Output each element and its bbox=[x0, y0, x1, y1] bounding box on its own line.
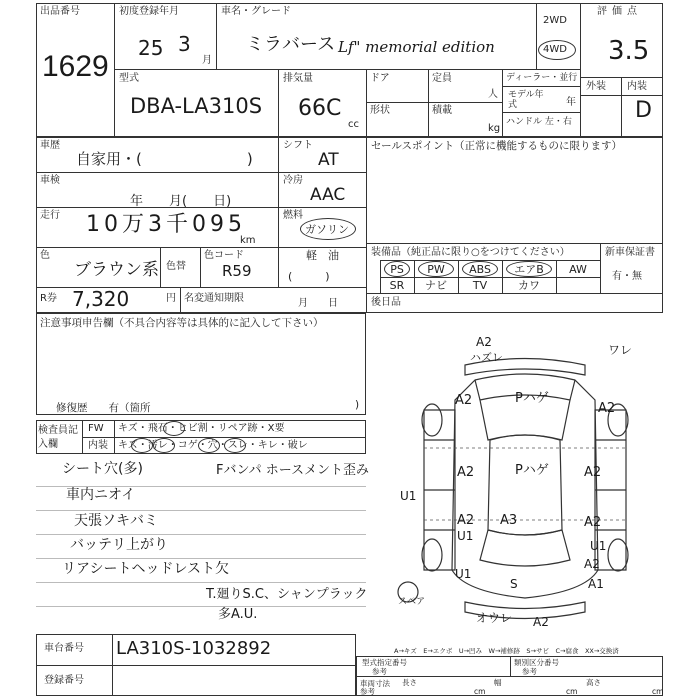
mark-a2-fr: A2 bbox=[598, 401, 616, 416]
modelyear-label: モデル年式 bbox=[508, 90, 544, 110]
score-label: 評価点 bbox=[597, 6, 642, 17]
handle-label: ハンドル 左・右 bbox=[506, 117, 572, 127]
equipment-item: TV bbox=[472, 279, 488, 292]
recycle-value: 7,320 bbox=[72, 287, 130, 311]
load-unit: kg bbox=[488, 123, 501, 134]
int-items: キズ・汚レ・コゲ・穴・スレ・キレ・破レ bbox=[118, 440, 308, 451]
reg-label: 初度登録年月 bbox=[119, 6, 179, 17]
later-label: 後日品 bbox=[371, 297, 401, 308]
equipment-label: 装備品（純正品に限り○をつけてください） bbox=[371, 247, 570, 258]
dealer-label: ディーラー・並行 bbox=[506, 73, 578, 83]
equipment-item: SR bbox=[389, 279, 405, 292]
repair-label: 修復歴 有（箇所 bbox=[56, 402, 151, 414]
capacity-unit: 人 bbox=[488, 89, 498, 100]
designation-label: 型式指定番号 bbox=[362, 658, 407, 667]
shaken-value: 年 月( 日) bbox=[130, 194, 232, 209]
car-diagram bbox=[380, 330, 670, 635]
mileage-label: 走行 bbox=[40, 210, 60, 221]
fuel-other: ( ) bbox=[288, 270, 330, 283]
length-label: 長さ bbox=[402, 678, 417, 687]
equipment-circle bbox=[384, 261, 410, 277]
load-label: 積載 bbox=[432, 105, 452, 116]
exterior-label: 外装 bbox=[586, 81, 606, 92]
hw-line-2: 車内ニオイ bbox=[66, 487, 136, 503]
warranty-label: 新車保証書 bbox=[605, 247, 655, 258]
history-value: 自家用・( ) bbox=[76, 150, 253, 168]
length-cm: cm bbox=[474, 687, 486, 696]
legend: A→キズ E→エクボ U→凹み W→補修跡 S→サビ C→腐食 XX→交換済 bbox=[394, 647, 619, 655]
reg-year: 25 bbox=[138, 36, 164, 60]
shift-label: シフト bbox=[283, 140, 313, 151]
auction-sheet: 出品番号 1629 初度登録年月 25 3 月 車名・グレード ミラバース Lf" memorial edition 2WD 4WD 評価点 3.5 型式 DBA-LA310S 排気量 66C cc ドア 定員 人 形状 積載 kg ディーラー・並行 モデル年式 年 ハンドル 左・右 外装 内装 D 車歴 自家用・( ) 車検 年 月( 日) 走行 10万3千095 km 色 ブラウン系 色替 色コード R59 R券 7,320 円 名変通知期限 月 日 シフト AT 冷房 AAC 燃料 ガソリン 軽 油 ( ) セールスポイント（正常に機能するものに限ります） 装備品（純正品に限り○をつけてください） 新車保証書 有・無 PS PW ABS エアB AW SR ナビ TV カワ 後日品 注意事項申告欄（不具合内容等は具体的に記入して下さい） 修復歴 有（箇所 ) 検査員記入欄 FW 内装 キズ・飛石・ヒビ割・リペア跡・X要 キズ・汚レ・コゲ・穴・スレ・キレ・破レ シート穴(多) 車内ニオイ 天張ソキバミ バッテリ上がり リアシートヘッドレスト欠 Fバンパ ホースメント歪み T.廻りS.C、シャンプラック 多A.U. A2 ハズレ ワレ A2 Pハゲ A2 A2 Pハゲ A2 U1 A2 U1 A3 A2 U1 A2 U1 A1 オウレ A2 S スペア A→キズ E→エクボ U→凹み W→補修跡 S→サビ C→腐食 XX→交換済 車台番号 LA310S-1032892 登録番号 型式指定番号 参考 類別区分番号 参考 車両寸法参考 長さ cm 幅 cm 高さ cm bbox=[0, 0, 700, 700]
mark-a2-ml: A2 bbox=[457, 465, 475, 480]
shape-label: 形状 bbox=[370, 105, 390, 116]
name-label: 車名・グレード bbox=[221, 6, 291, 17]
colorcode-value: R59 bbox=[222, 262, 252, 280]
hw-right-3: 多A.U. bbox=[218, 607, 258, 622]
color-value: ブラウン系 bbox=[74, 260, 159, 280]
mark-hazure: ハズレ bbox=[470, 351, 503, 364]
mark-a1: A1 bbox=[588, 577, 604, 591]
fuel-label: 燃料 bbox=[283, 210, 303, 221]
equipment-circle bbox=[462, 261, 498, 277]
mark-a2-front: A2 bbox=[476, 335, 492, 349]
model-value: DBA-LA310S bbox=[130, 94, 263, 118]
score-value: 3.5 bbox=[608, 36, 650, 66]
dims-label: 車両寸法参考 bbox=[360, 679, 390, 696]
mark-a2-rear: A2 bbox=[533, 615, 549, 629]
equipment-item: ナビ bbox=[425, 279, 447, 292]
mark-a2-mr: A2 bbox=[584, 465, 602, 480]
interior-label: 内装 bbox=[627, 81, 647, 92]
equipment-item: ABS bbox=[469, 263, 491, 276]
chassis-label: 車台番号 bbox=[44, 643, 84, 654]
width-label: 幅 bbox=[494, 678, 502, 687]
lot-number: 1629 bbox=[42, 50, 109, 83]
mark-u1-rear-l: U1 bbox=[455, 567, 472, 581]
mileage-unit: km bbox=[240, 235, 256, 246]
interior-grade: D bbox=[635, 98, 652, 123]
mark-a2-rr: A2 bbox=[584, 515, 602, 530]
mileage-value: 10万3千095 bbox=[86, 212, 246, 237]
fw-items: キズ・飛石・ヒビ割・リペア跡・X要 bbox=[118, 423, 285, 434]
mark-a3: A3 bbox=[500, 513, 518, 528]
equipment-item: エアB bbox=[514, 263, 544, 276]
mark-phage-hood: Pハゲ bbox=[515, 391, 549, 406]
hw-line-5: リアシートヘッドレスト欠 bbox=[62, 561, 230, 577]
modelyear-unit: 年 bbox=[566, 97, 576, 108]
check-label: 検査員記入欄 bbox=[38, 425, 78, 450]
height-cm: cm bbox=[652, 687, 664, 696]
colorcode-label: 色コード bbox=[204, 250, 244, 261]
category-ref: 参考 bbox=[522, 667, 537, 676]
drive-2wd: 2WD bbox=[543, 15, 567, 26]
notes-label: 注意事項申告欄（不具合内容等は具体的に記入して下さい） bbox=[40, 317, 324, 329]
disp-label: 排気量 bbox=[283, 73, 313, 84]
warranty-value: 有・無 bbox=[612, 271, 642, 282]
capacity-label: 定員 bbox=[432, 73, 452, 84]
aircon-value: AAC bbox=[310, 185, 346, 205]
height-label: 高さ bbox=[586, 678, 601, 687]
lot-label: 出品番号 bbox=[40, 6, 80, 17]
namechange-label: 名変通知期限 bbox=[184, 293, 244, 304]
car-name: ミラバース bbox=[246, 34, 336, 55]
disp-value: 66C bbox=[298, 96, 342, 121]
spare-label: スペア bbox=[398, 597, 426, 607]
mark-phage-roof: Pハゲ bbox=[515, 463, 549, 478]
chassis-value: LA310S-1032892 bbox=[116, 638, 272, 659]
hw-line-1: シート穴(多) bbox=[62, 461, 143, 477]
mark-a2-rl: A2 bbox=[457, 513, 475, 528]
model-label: 型式 bbox=[119, 73, 139, 84]
int-label: 内装 bbox=[88, 440, 108, 451]
hw-right-2: T.廻りS.C、シャンプラック bbox=[206, 587, 368, 602]
width-cm: cm bbox=[566, 687, 578, 696]
hw-right-1: Fバンパ ホースメント歪み bbox=[216, 463, 370, 478]
hw-line-3: 天張ソキバミ bbox=[74, 513, 158, 529]
color-label: 色 bbox=[40, 250, 50, 261]
shift-value: AT bbox=[318, 150, 339, 170]
mark-a2-fl: A2 bbox=[455, 393, 473, 408]
mark-u1-rear-r: U1 bbox=[590, 539, 607, 553]
fuel-diesel: 軽 油 bbox=[306, 249, 339, 262]
mark-u1-left: U1 bbox=[400, 489, 417, 503]
shaken-label: 車検 bbox=[40, 175, 60, 186]
reg-month-unit: 月 bbox=[202, 55, 212, 66]
equipment-item: カワ bbox=[518, 279, 540, 292]
equipment-item: PS bbox=[390, 263, 404, 276]
reg-number-label: 登録番号 bbox=[44, 675, 84, 686]
aircon-label: 冷房 bbox=[283, 175, 303, 186]
designation-ref: 参考 bbox=[372, 667, 387, 676]
equipment-item: PW bbox=[427, 263, 445, 276]
reg-month: 3 bbox=[178, 32, 191, 56]
mark-u1-rl: U1 bbox=[457, 529, 474, 543]
equipment-item: AW bbox=[569, 263, 587, 276]
equipment-circle bbox=[506, 261, 552, 277]
mark-ware: ワレ bbox=[608, 343, 633, 357]
door-label: ドア bbox=[370, 73, 390, 84]
mark-ore: オウレ bbox=[476, 611, 513, 625]
namechange-value: 月 日 bbox=[298, 298, 338, 309]
disp-unit: cc bbox=[348, 119, 359, 130]
grade: Lf" memorial edition bbox=[338, 38, 495, 56]
hw-line-4: バッテリ上がり bbox=[70, 537, 168, 553]
equipment-circle bbox=[418, 261, 454, 277]
fw-label: FW bbox=[88, 423, 104, 434]
recycle-label: R券 bbox=[40, 293, 57, 304]
mark-s: S bbox=[510, 577, 518, 591]
recycle-unit: 円 bbox=[166, 293, 176, 304]
mark-a2-rear-r: A2 bbox=[584, 557, 600, 571]
category-label: 類別区分番号 bbox=[514, 658, 559, 667]
recolor-label: 色替 bbox=[166, 261, 186, 272]
drive-4wd: 4WD bbox=[543, 44, 567, 55]
fuel-gas: ガソリン bbox=[305, 223, 349, 236]
sales-label: セールスポイント（正常に機能するものに限ります） bbox=[371, 140, 623, 152]
history-label: 車歴 bbox=[40, 140, 60, 151]
